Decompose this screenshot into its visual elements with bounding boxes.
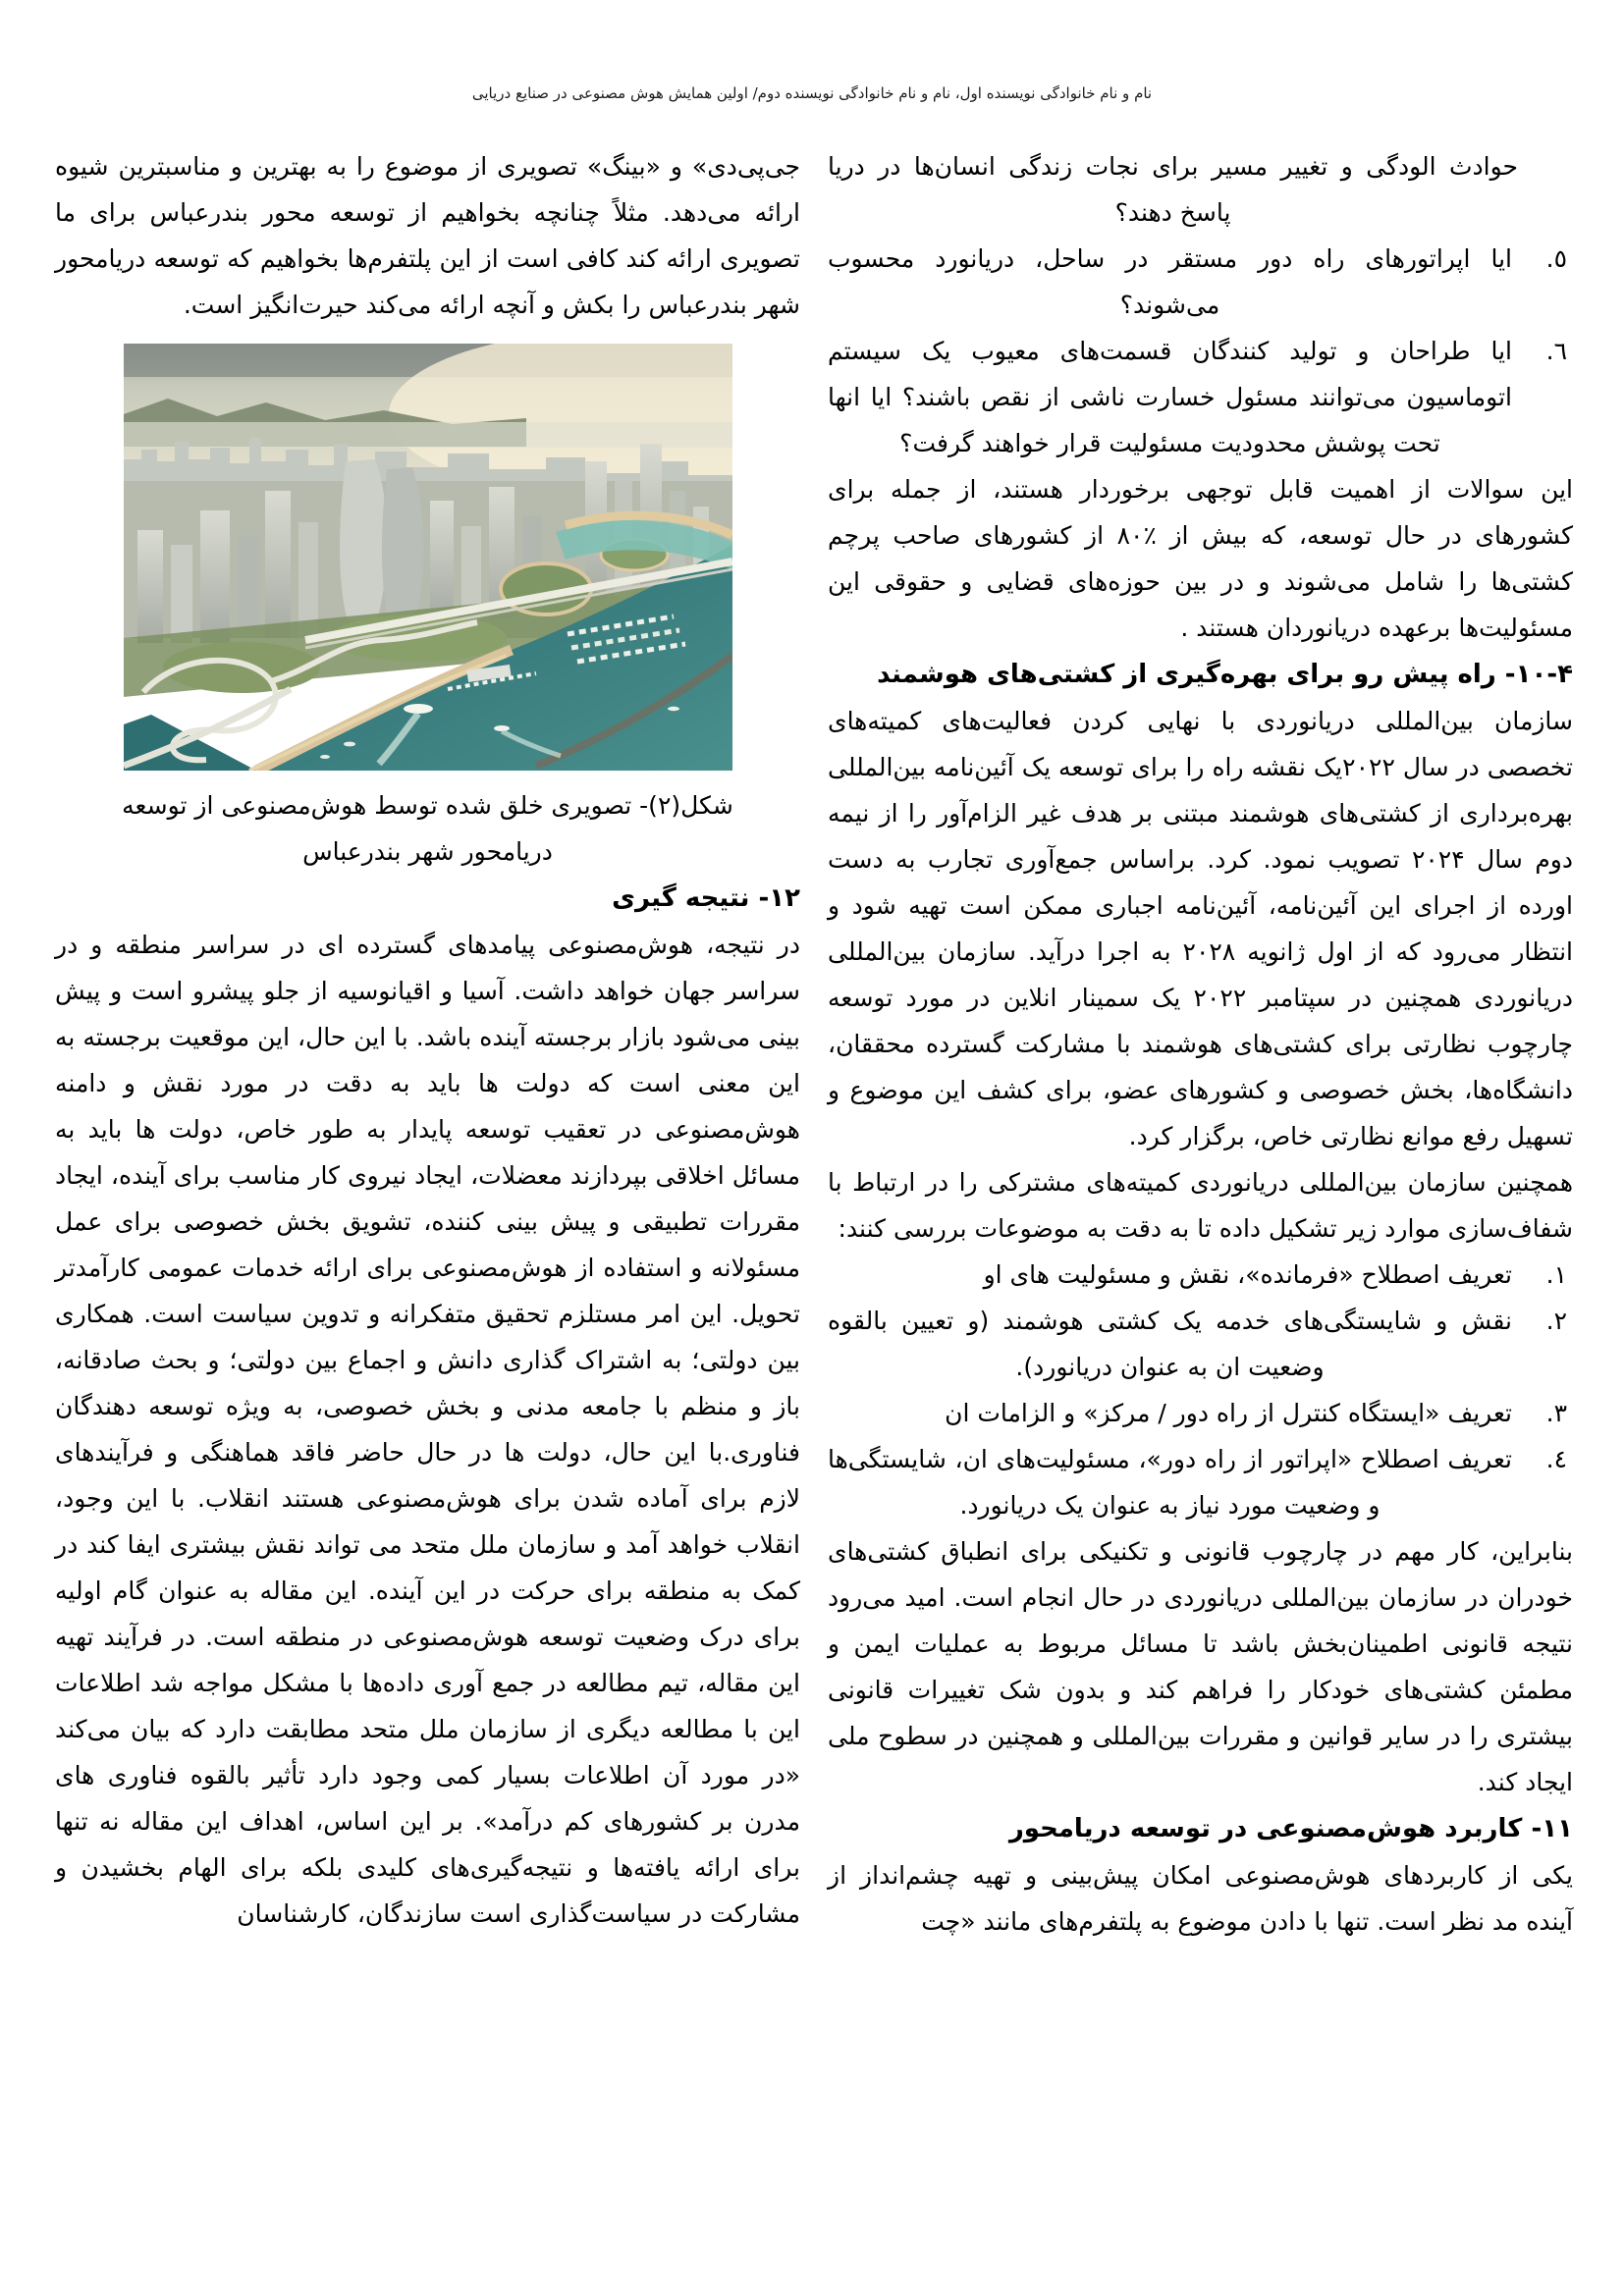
paragraph-legal-framework: بنابراین، کار مهم در چارچوب قانونی و تکنیکی برای انطباق کشتی‌های خودران در سازمان بین‌المللی دریانوردی در حال انجام است. امید می‌رود نتیجه قانونی اطمینان‌بخش باشد تا مسائل مربوط به عملیات ایمن و مطمئن کشتی‌های خودکار را فراهم کند و بدون شک تغییرات قانونی بیشتری را در سایر قوانین و مقررات بین‌المللی و همچنین در سطوح ملی ایجاد کند. bbox=[828, 1537, 1573, 1796]
figure-2-caption: شکل(۲)- تصویری خلق شده توسط هوش‌مصنوعی از توسعه دریامحور شهر بندرعباس bbox=[122, 791, 733, 866]
paragraph-conclusion: در نتیجه، هوش‌مصنوعی پیامدهای گسترده ای در سراسر منطقه و در سراسر جهان خواهد داشت. آسیا و اقیانوسیه از جلو پیشرو است و پیش بینی می‌شود بازار برجسته آینده باشد. با این حال، این موقعیت برجسته به این معنی است که دولت ها باید به دقت در مورد نقش و دامنه هوش‌مصنوعی در تعقیب توسعه پایدار به طور خاص، دولت ها باید به مسائل اخلاقی بپردازند معضلات، ایجاد نیروی کار مناسب برای آینده، ایجاد مقررات تطبیقی و پیش بینی کننده، تشویق بخش خصوصی برای عمل مسئولانه و استفاده از هوش‌مصنوعی برای ارائه خدمات عمومی کارآمدتر تحویل. این امر مستلزم تحقیق متفکرانه و تدوین سیاست است. همکاری بین دولتی؛ به اشتراک گذاری دانش و اجماع بین دولتی؛ و بحث صادقانه، باز و منظم با جامعه مدنی و بخش خصوصی، به ویژه توسعه دهندگان فناوری.با این حال، دولت ها در حال حاضر فاقد هماهنگی و فرآیندهای لازم برای آماده شدن برای هوش‌مصنوعی هستند انقلاب. با این وجود، انقلاب خواهد آمد و سازمان ملل متحد می تواند نقش بیشتری ایفا کند در کمک به منطقه برای حرکت در این آینده. این مقاله به عنوان گام اولیه برای درک وضعیت توسعه هوش‌مصنوعی در منطقه است. در فرآیند تهیه این مقاله، تیم مطالعه در جمع آوری داده‌ها با مشکل مواجه شد اطلاعات این با مطالعه دیگری از سازمان ملل متحد مطابقت دارد که بیان می‌کند «در مورد آن اطلاعات بسیار کمی وجود دارد تأثیر بالقوه فناوری های مدرن بر کشورهای کم درآمد». بر این اساس، اهداف این مقاله نه تنها برای ارائه یافته‌ها و نتیجه‌گیری‌های کلیدی بلکه برای الهام بخشیدن و مشارکت در سیاست‌گذاری است سازندگان، کارشناسان bbox=[55, 931, 800, 1928]
list-item-2-text: نقش و شایستگی‌های خدمه یک کشتی هوشمند (و تعیین بالقوه وضعیت ان به عنوان دریانورد). bbox=[828, 1307, 1512, 1381]
list-item-2-number: ٢. bbox=[1545, 1307, 1567, 1335]
list-item-3-number: ٣. bbox=[1545, 1399, 1567, 1427]
running-header: نام و نام خانوادگی نویسنده اول، نام و نام خانوادگی نویسنده دوم/ اولین همایش هوش مصنوعی در صنایع دریایی bbox=[471, 84, 1153, 102]
list-item-6 bbox=[828, 328, 1573, 466]
list-item-5-number: ٥. bbox=[1545, 244, 1567, 273]
paragraph-platforms: جی‌پی‌دی» و «بینگ» تصویری از موضوع را به بهترین و مناسبترین شیوه ارائه می‌دهد. مثلاً چنانچه بخواهیم از توسعه محور بندرعباس برای ما تصویری ارائه کند کافی است از این پلتفرم‌ها بخواهیم که توسعه دریامحور شهر بندرعباس را بکش و آنچه ارائه می‌کند حیرت‌انگیز است. bbox=[55, 152, 800, 319]
list-item-6-text: ایا طراحان و تولید کنندگان قسمت‌های معیوب یک سیستم اتوماسیون می‌توانند مسئول خسارت ناشی از نقص باشند؟ ایا انها تحت پوشش محدودیت مسئولیت قرار خواهند گرفت؟ bbox=[828, 337, 1512, 457]
section-heading-10-4: ۱۰-۴- راه پیش رو برای بهره‌گیری از کشتی‌های هوشمند bbox=[877, 660, 1573, 689]
list-item-3-text: تعریف «ایستگاه کنترل از راه دور / مرکز» و الزامات ان bbox=[945, 1399, 1512, 1427]
list-item-5 bbox=[828, 236, 1573, 328]
paragraph-liability: این سوالات از اهمیت قابل توجهی برخوردار هستند، از جمله برای کشورهای در حال توسعه، که بیش از ٪۸۰ از کشورهای صاحب پرچم کشتی‌ها را شامل می‌شوند و در بین حوزه‌های قضایی و حقوقی این مسئولیت‌ها برعهده دریانوردان هستند . bbox=[828, 475, 1573, 642]
carryover-paragraph: حوادث الودگی و تغییر مسیر برای نجات زندگی انسان‌ها در دریا پاسخ دهند؟ bbox=[828, 152, 1518, 227]
paragraph-imo-roadmap: سازمان بین‌المللی دریانوردی با نهایی کردن فعالیت‌های کمیته‌های تخصصی در سال ۲۰۲۲یک نقشه راه را برای توسعه یک آئین‌نامه بین‌المللی بهره‌برداری از کشتی‌های هوشمند مبتنی بر هدف غیر الزام‌آور را از نیمه دوم سال ۲۰۲۴ تصویب نمود. کرد. براساس جمع‌آوری تجارب به دست اورده از اجرای این آئین‌نامه، آئین‌نامه اجباری ممکن است تهیه شود و انتظار می‌رود که از اول ژانویه ۲۰۲۸ به اجرا درآید. سازمان بین‌المللی دریانوردی همچنین در سپتامبر ۲۰۲۲ یک سمینار انلاین در مورد توسعه چارچوب نظارتی برای کشتی‌های هوشمند با مشارکت گسترده محققان، دانشگاه‌ها، بخش خصوصی و کشورهای عضو، برای کشف این موضوع و تسهیل رفع موانع نظارتی خاص، برگزار کرد. bbox=[828, 707, 1574, 1150]
column-left bbox=[55, 143, 800, 1937]
list-item-4-text: تعریف اصطلاح «اپراتور از راه دور»، مسئولیت‌های ان، شایستگی‌ها و وضعیت مورد نیاز به عنوان یک دریانورد. bbox=[828, 1445, 1512, 1520]
list-item-4 bbox=[828, 1436, 1573, 1528]
list-item-1-number: ١. bbox=[1545, 1260, 1567, 1289]
list-item-6-number: ٦. bbox=[1545, 337, 1567, 365]
list-item-1-text: تعریف اصطلاح «فرمانده»، نقش و مسئولیت های او bbox=[983, 1260, 1512, 1289]
list-item-3 bbox=[828, 1390, 1573, 1436]
list-item-5-text: ایا اپراتورهای راه دور مستقر در ساحل، دریانورد محسوب می‌شوند؟ bbox=[828, 244, 1512, 319]
section-heading-12: ۱۲- نتیجه گیری bbox=[612, 883, 800, 913]
two-column-body bbox=[55, 143, 1573, 1945]
section-heading-11: ۱۱- کاربرد هوش‌مصنوعی در توسعه دریامحور bbox=[1008, 1814, 1573, 1843]
list-item-1 bbox=[828, 1252, 1573, 1298]
figure-2 bbox=[55, 344, 800, 875]
column-right bbox=[828, 143, 1573, 1945]
paragraph-ai-foresight: یکی از کاربردهای هوش‌مصنوعی امکان پیش‌بینی و تهیه چشم‌انداز از آینده مد نظر است. تنها با دادن موضوع به پلتفرم‌های مانند «چت bbox=[828, 1861, 1573, 1936]
paragraph-joint-committees: همچنین سازمان بین‌المللی دریانوردی کمیته‌های مشترکی را در ارتباط با شفاف‌سازی موارد زیر تشکیل داده تا به دقت به موضوعات بررسی کنند: bbox=[828, 1168, 1573, 1243]
list-item-4-number: ٤. bbox=[1545, 1445, 1567, 1473]
list-item-2 bbox=[828, 1298, 1573, 1390]
figure-2-image bbox=[124, 344, 732, 771]
